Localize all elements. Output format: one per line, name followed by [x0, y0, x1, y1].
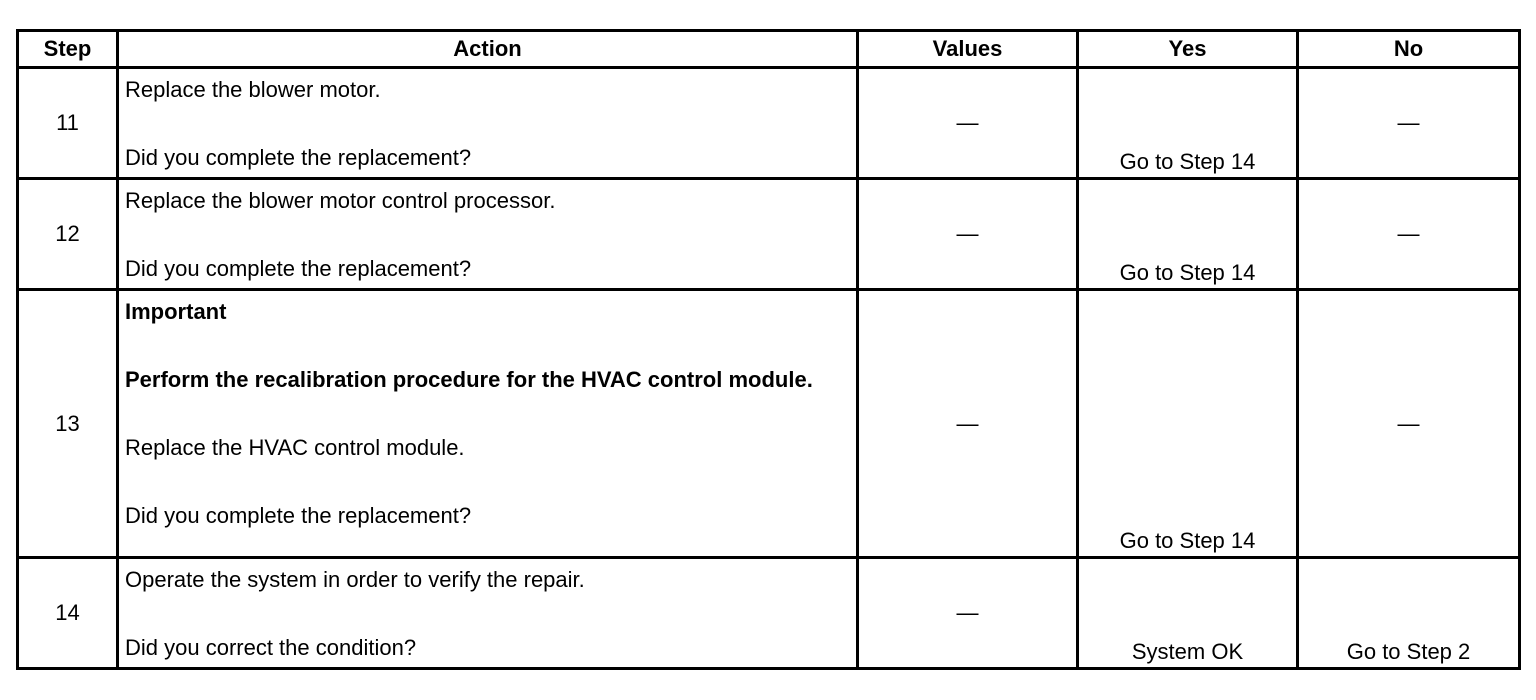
action-cell — [118, 558, 858, 669]
action-cell — [118, 179, 858, 290]
no-cell: — — [1298, 68, 1520, 179]
values-cell: — — [858, 558, 1078, 669]
yes-cell: Go to Step 14 — [1078, 179, 1298, 290]
table-row — [18, 558, 1520, 669]
step-number: 12 — [18, 179, 118, 290]
step-number: 11 — [18, 68, 118, 179]
values-cell: — — [858, 179, 1078, 290]
header-no: No — [1298, 31, 1520, 68]
no-cell: — — [1298, 179, 1520, 290]
action-instruction: Replace the blower motor control processor. — [125, 188, 556, 213]
step-number: 14 — [18, 558, 118, 669]
values-cell: — — [858, 68, 1078, 179]
table-row — [18, 179, 1520, 290]
important-note: Perform the recalibration procedure for the HVAC control module. — [125, 367, 813, 392]
action-instruction: Replace the HVAC control module. — [125, 435, 465, 460]
action-question: Did you complete the replacement? — [125, 256, 472, 281]
yes-cell: System OK — [1078, 558, 1298, 669]
header-yes: Yes — [1078, 31, 1298, 68]
important-heading: Important — [125, 299, 227, 324]
header-values: Values — [858, 31, 1078, 68]
table-row — [18, 68, 1520, 179]
header-row — [18, 31, 1520, 68]
no-cell: Go to Step 2 — [1298, 558, 1520, 669]
diagnostic-table — [16, 29, 1521, 670]
table-row — [18, 290, 1520, 558]
action-question: Did you complete the replacement? — [125, 503, 472, 528]
no-cell: — — [1298, 290, 1520, 558]
yes-cell: Go to Step 14 — [1078, 290, 1298, 558]
header-action: Action — [118, 31, 858, 68]
action-question: Did you correct the condition? — [125, 635, 417, 660]
action-instruction: Replace the blower motor. — [125, 77, 381, 102]
action-cell — [118, 290, 858, 558]
header-step: Step — [18, 31, 118, 68]
step-number: 13 — [18, 290, 118, 558]
action-question: Did you complete the replacement? — [125, 145, 472, 170]
action-instruction: Operate the system in order to verify the repair. — [125, 567, 585, 592]
yes-cell: Go to Step 14 — [1078, 68, 1298, 179]
values-cell: — — [858, 290, 1078, 558]
action-cell — [118, 68, 858, 179]
